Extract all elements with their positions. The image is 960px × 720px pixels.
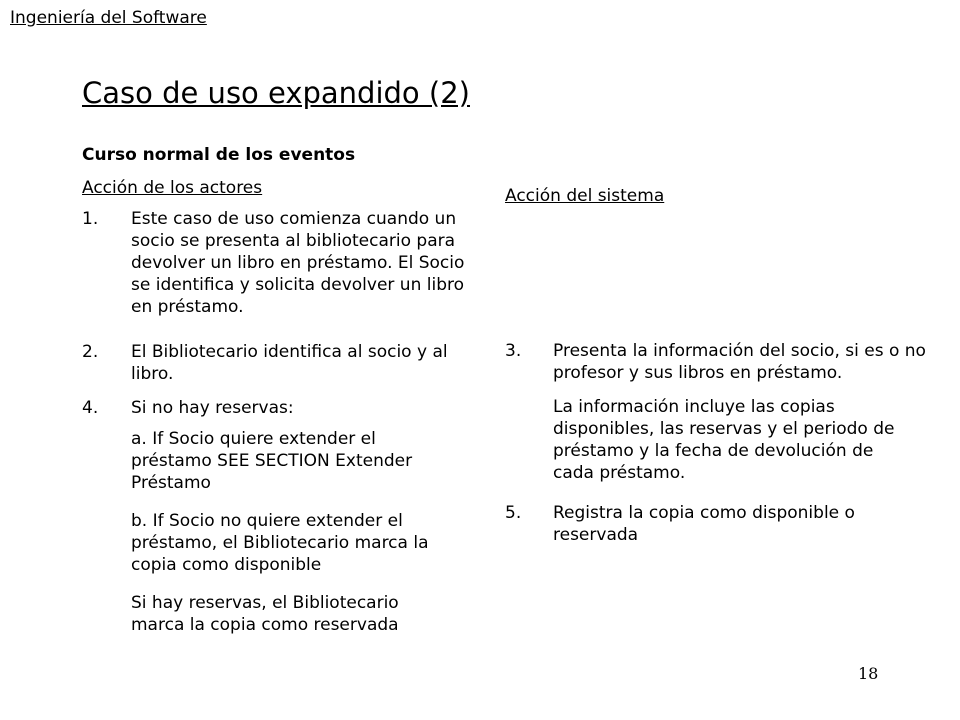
step-text: Si no hay reservas:: [131, 398, 294, 418]
slide-title: Caso de uso expandido (2): [82, 76, 470, 110]
actor-step-2: [82, 341, 482, 386]
step-number: 5.: [505, 503, 522, 523]
step-number: 2.: [82, 342, 99, 362]
actor-substep-a: a. If Socio quiere extender el préstamo SEE SECTION Extender Préstamo: [131, 429, 413, 493]
step-text: Presenta la información del socio, si es o no profesor y sus libros en préstamo.: [553, 341, 926, 383]
actor-step-1: [82, 208, 482, 323]
actor-step-4: [82, 397, 482, 421]
system-step-5: [505, 502, 925, 547]
step-text: El Bibliotecario identifica al socio y al libro.: [131, 342, 448, 384]
actor-substep-b: b. If Socio no quiere extender el préstamo, el Bibliotecario marca la copia como disponible: [131, 511, 429, 575]
step-number: 4.: [82, 398, 99, 418]
page-number: 18: [858, 664, 879, 683]
actors-heading: Acción de los actores: [82, 178, 263, 198]
slide-subtitle: Curso normal de los eventos: [82, 145, 356, 165]
system-heading: Acción del sistema: [505, 186, 665, 206]
course-header: Ingeniería del Software: [10, 8, 207, 28]
actor-reserved-note: Si hay reservas, el Bibliotecario marca la copia como reservada: [131, 593, 399, 635]
step-number: 3.: [505, 341, 522, 361]
step-text: Este caso de uso comienza cuando un socio se presenta al bibliotecario para devolver un libro en préstamo. El Socio se identifica y solicita devolver un libro en préstamo.: [131, 209, 465, 317]
system-step-3: [505, 340, 925, 385]
step-number: 1.: [82, 209, 99, 229]
system-info-note: La información incluye las copias disponibles, las reservas y el periodo de préstamo y la fecha de devolución de cada préstamo.: [553, 397, 895, 483]
step-text: Registra la copia como disponible o reservada: [553, 503, 855, 545]
